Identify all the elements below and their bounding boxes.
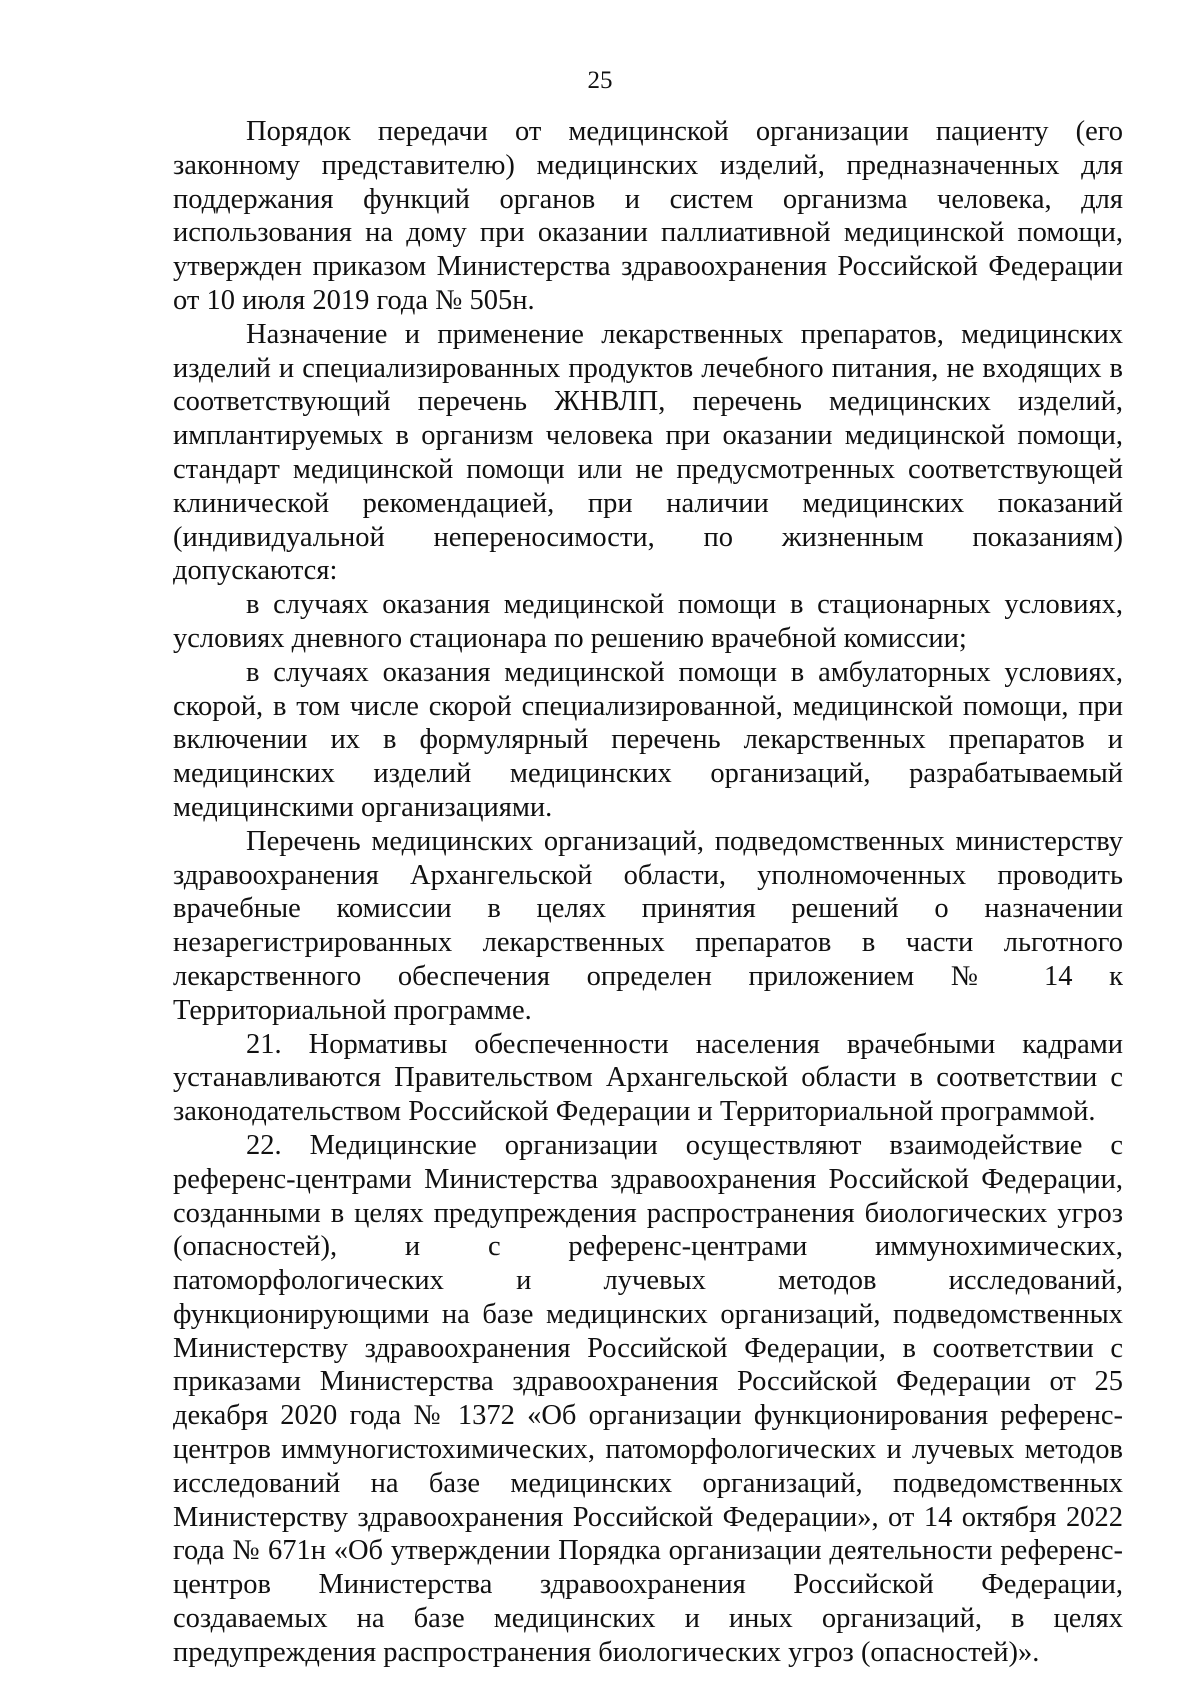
paragraph-item-22: 22. Медицинские организации осуществляют взаимодействие с референс-центрами Министерства здравоохранения Российской Федерации, созданными в целях предупреждения распространения биологических угроз (опасностей), и с референс-центрами иммунохимических, патоморфологических и лучевых методов исследований, функционирующими на базе медицинских организаций, подведомственных Министерству здравоохранения Российской Федерации, в соответствии с приказами Министерства здравоохранения Российской Федерации от 25 декабря 2020 года № 1372 «Об организации функционирования референс-центров иммуногистохимических, патоморфологических и лучевых методов исследований на базе медицинских организаций, подведомственных Министерству здравоохранения Российской Федерации», от 14 октября 2022 года № 671н «Об утверждении Порядка организации деятельности референс-центров Министерства здравоохранения Российской Федерации, создаваемых на базе медицинских и иных организаций, в целях предупреждения распространения биологических угроз (опасностей)». <box>173 1129 1123 1668</box>
paragraph-inpatient-case: в случаях оказания медицинской помощи в стационарных условиях, условиях дневного стационара по решению врачебной комиссии; <box>173 589 1123 654</box>
paragraph-prescription-conditions: Назначение и применение лекарственных препаратов, медицинских изделий и специализированных продуктов лечебного питания, не входящих в соответствующий перечень ЖНВЛП, перечень медицинских изделий, имплантируемых в организм человека при оказании медицинской помощи, стандарт медицинской помощи или не предусмотренных соответствующей клинической рекомендацией, при наличии медицинских показаний (индивидуальной непереносимости, по жизненным показаниям) допускаются: <box>173 318 1123 587</box>
paragraph-authorized-organizations: Перечень медицинских организаций, подведомственных министерству здравоохранения Архангельской области, уполномоченных проводить врачебные комиссии в целях принятия решений о назначении незарегистрированных лекарственных препаратов в части льготного лекарственного обеспечения определен приложением № 14 к Территориальной программе. <box>173 825 1123 1026</box>
paragraph-item-21: 21. Нормативы обеспеченности населения врачебными кадрами устанавливаются Правительством Архангельской области в соответствии с законодательством Российской Федерации и Территориальной программой. <box>173 1028 1123 1128</box>
page-number: 25 <box>587 67 613 94</box>
paragraph-outpatient-case: в случаях оказания медицинской помощи в амбулаторных условиях, скорой, в том числе скорой специализированной, медицинской помощи, при включении их в формулярный перечень лекарственных препаратов и медицинских изделий медицинских организаций, разрабатываемый медицинскими организациями. <box>173 656 1123 823</box>
document-body <box>173 115 1123 1670</box>
paragraph-palliative-devices: Порядок передачи от медицинской организации пациенту (его законному представителю) медицинских изделий, предназначенных для поддержания функций органов и систем организма человека, для использования на дому при оказании паллиативной медицинской помощи, утвержден приказом Министерства здравоохранения Российской Федерации от 10 июля 2019 года № 505н. <box>173 116 1123 316</box>
